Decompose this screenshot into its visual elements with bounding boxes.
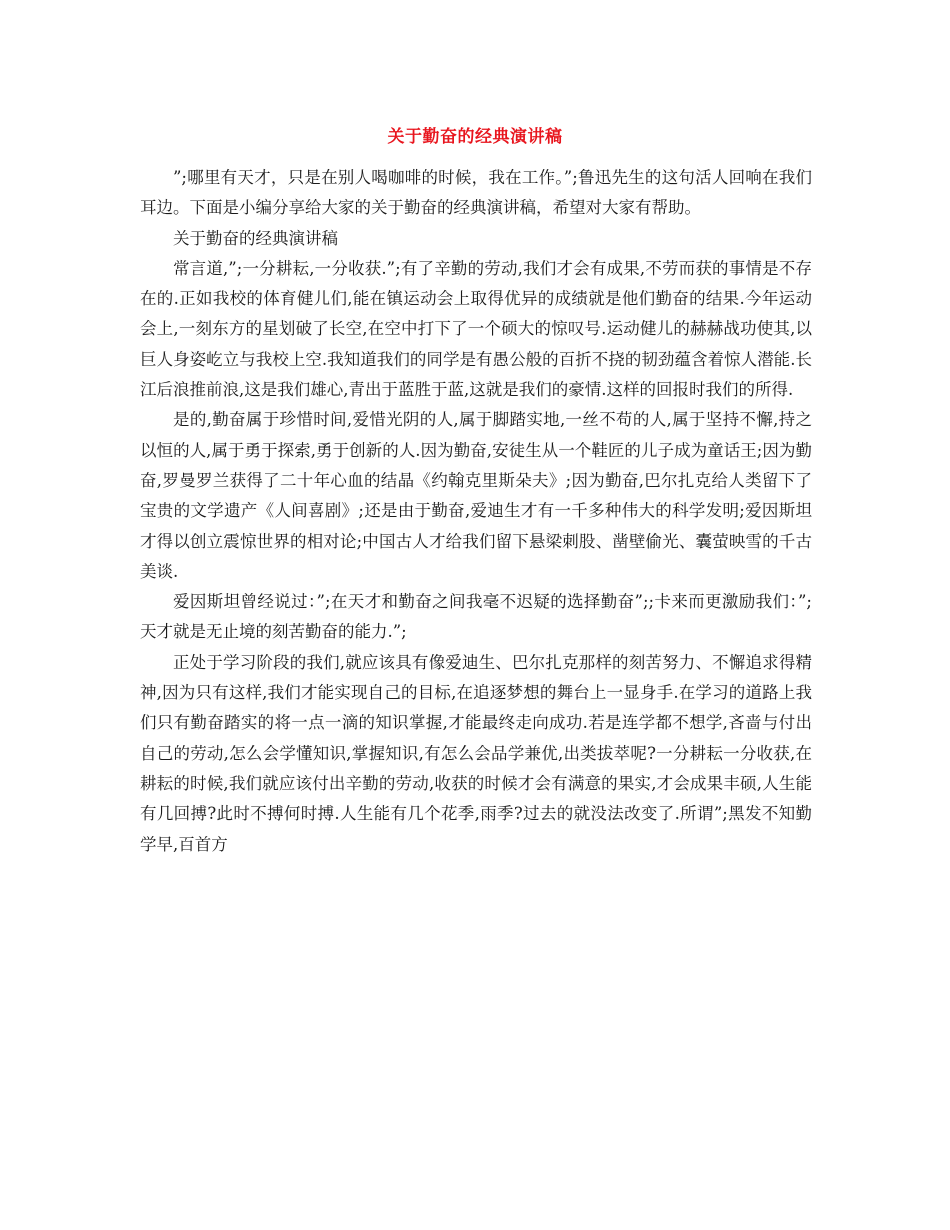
paragraph-4: 正处于学习阶段的我们,就应该具有像爱迪生、巴尔扎克那样的刻苦努力、不懈追求得精神,因为只有这样,我们才能实现自己的目标,在追逐梦想的舞台上一显身手.在学习的道路上我们只有勤奋踏实的将一点一滴的知识掌握,才能最终走向成功.若是连学都不想学,吝啬与付出自己的劳动,怎么会学懂知识,掌握知识,有怎么会品学兼优,出类拔萃呢?一分耕耘一分收获,在耕耘的时候,我们就应该付出辛勤的劳动,收获的时候才会有满意的果实,才会成果丰硕,人生能有几回搏?此时不搏何时搏.人生能有几个花季,雨季?过去的就没法改变了.所谓”;黑发不知勤学早,百首方 bbox=[140, 652, 812, 854]
document-title: 关于勤奋的经典演讲稿 bbox=[387, 127, 563, 147]
paragraph-1: 常言道,”;一分耕耘,一分收获.”;有了辛勤的劳动,我们才会有成果,不劳而获的事情是不存在的.正如我校的体育健儿们,能在镇运动会上取得优异的成绩就是他们勤奋的结果.今年运动会上,一刻东方的星划破了长空,在空中打下了一个硕大的惊叹号.运动健儿的赫赫战功使其,以巨人身姿屹立与我校上空.我知道我们的同学是有愚公般的百折不挠的韧劲蕴含着惊人潜能.长江后浪推前浪,这是我们雄心,青出于蓝胜于蓝,这就是我们的豪情.这样的回报时我们的所得. bbox=[140, 258, 812, 400]
document-body bbox=[140, 163, 812, 860]
paragraph-intro: ”;哪里有天才，只是在别人喝咖啡的时候，我在工作。”;鲁迅先生的这句活人回响在我们耳边。下面是小编分享给大家的关于勤奋的经典演讲稿，希望对大家有帮助。 bbox=[140, 168, 812, 218]
paragraph-subtitle: 关于勤奋的经典演讲稿 bbox=[173, 228, 338, 248]
paragraph-3: 爱因斯坦曾经说过：”;在天才和勤奋之间我毫不迟疑的选择勤奋”;;卡来而更激励我们：”;天才就是无止境的刻苦勤奋的能力.”; bbox=[140, 592, 812, 642]
paragraph-2: 是的,勤奋属于珍惜时间,爱惜光阴的人,属于脚踏实地,一丝不苟的人,属于坚持不懈,持之以恒的人,属于勇于探索,勇于创新的人.因为勤奋,安徒生从一个鞋匠的儿子成为童话王;因为勤奋,罗曼罗兰获得了二十年心血的结晶《约翰克里斯朵夫》;因为勤奋,巴尔扎克给人类留下了宝贵的文学遗产《人间喜剧》;还是由于勤奋,爱迪生才有一千多种伟大的科学发明;爱因斯坦才得以创立震惊世界的相对论;中国古人才给我们留下悬梁刺股、凿壁偷光、囊萤映雪的千古美谈. bbox=[140, 410, 812, 581]
